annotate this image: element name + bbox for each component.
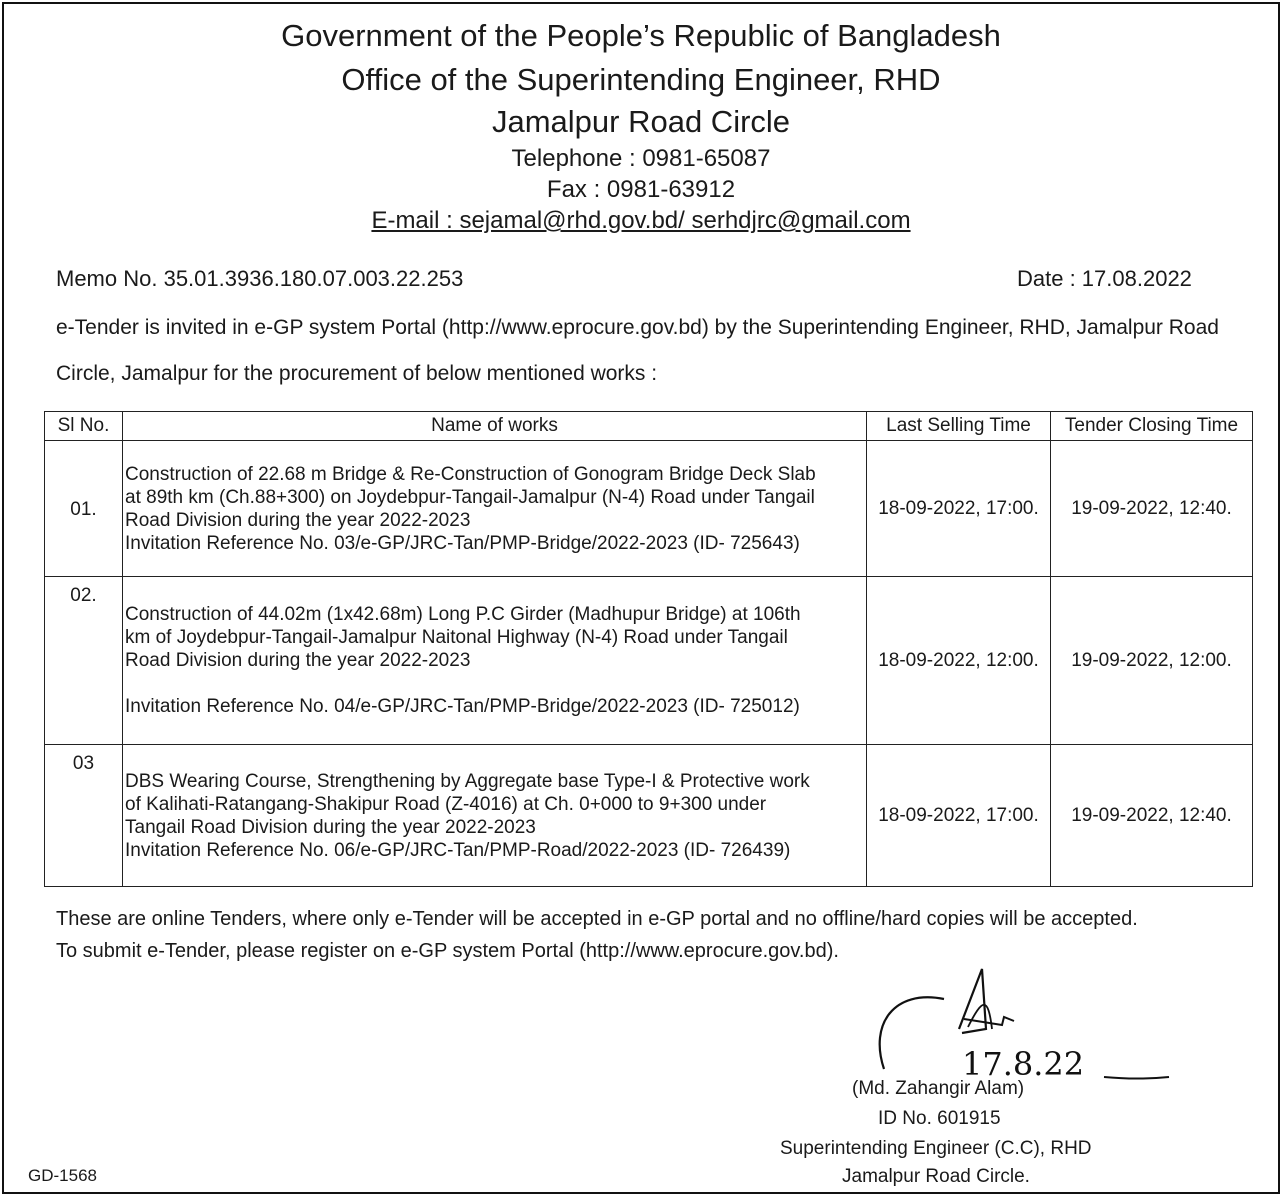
last-selling-cell: 18-09-2022, 12:00. bbox=[867, 577, 1051, 745]
sl-cell: 02. bbox=[45, 577, 123, 745]
header-circle: Jamalpur Road Circle bbox=[491, 104, 791, 139]
work-name-cell bbox=[123, 441, 867, 577]
col-header-last-selling: Last Selling Time bbox=[867, 412, 1051, 441]
work-name-line: Construction of 22.68 m Bridge & Re-Construction of Gonogram Bridge Deck Slab bbox=[125, 463, 816, 485]
signatory-id: ID No. 601915 bbox=[878, 1108, 1001, 1129]
line-spacer bbox=[125, 672, 864, 695]
document-code: GD-1568 bbox=[28, 1166, 97, 1185]
signatory-designation: Superintending Engineer (C.C), RHD bbox=[780, 1138, 1092, 1159]
table-header-row bbox=[45, 412, 1253, 441]
table-row bbox=[45, 577, 1253, 745]
work-name-line: Road Division during the year 2022-2023 bbox=[125, 509, 471, 531]
header-email: E-mail : sejamal@rhd.gov.bd/ serhdjrc@gmail.com bbox=[371, 207, 911, 234]
invitation-reference: Invitation Reference No. 06/e-GP/JRC-Tan/PMP-Road/2022-2023 (ID- 726439) bbox=[125, 839, 791, 861]
memo-date: Date : 17.08.2022 bbox=[1017, 266, 1192, 291]
signatory-office: Jamalpur Road Circle. bbox=[842, 1166, 1030, 1187]
work-name-line: km of Joydebpur-Tangail-Jamalpur Naitonal Highway (N-4) Road under Tangail bbox=[125, 627, 788, 648]
last-selling-cell: 18-09-2022, 17:00. bbox=[867, 745, 1051, 887]
header-fax: Fax : 0981-63912 bbox=[546, 176, 736, 203]
works-table bbox=[44, 411, 1253, 887]
col-header-closing: Tender Closing Time bbox=[1051, 412, 1253, 441]
invitation-reference: Invitation Reference No. 04/e-GP/JRC-Tan/PMP-Bridge/2022-2023 (ID- 725012) bbox=[125, 696, 800, 717]
closing-cell: 19-09-2022, 12:00. bbox=[1051, 577, 1253, 745]
work-name-cell bbox=[123, 577, 867, 745]
work-name-line: at 89th km (Ch.88+300) on Joydebpur-Tangail-Jamalpur (N-4) Road under Tangail bbox=[125, 486, 815, 508]
col-header-sl: Sl No. bbox=[45, 412, 123, 441]
footer-note-1: These are online Tenders, where only e-Tender will be accepted in e-GP portal and no offline/hard copies will be accepted. bbox=[56, 908, 1138, 930]
handwritten-date: 17.8.22 bbox=[962, 1045, 1085, 1083]
footer-note-2: To submit e-Tender, please register on e-GP system Portal (http://www.eprocure.gov.bd). bbox=[56, 940, 839, 962]
sl-cell: 01. bbox=[45, 441, 123, 577]
table-row bbox=[45, 745, 1253, 887]
work-name-line: DBS Wearing Course, Strengthening by Aggregate base Type-I & Protective work bbox=[125, 770, 810, 792]
memo-number: Memo No. 35.01.3936.180.07.003.22.253 bbox=[56, 266, 464, 291]
work-name-line: of Kalihati-Ratangang-Shakipur Road (Z-4016) at Ch. 0+000 to 9+300 under bbox=[125, 793, 767, 815]
last-selling-cell: 18-09-2022, 17:00. bbox=[867, 441, 1051, 577]
header-government: Government of the People’s Republic of Bangladesh bbox=[281, 18, 1001, 53]
work-name-line: Road Division during the year 2022-2023 bbox=[125, 650, 471, 671]
header-office: Office of the Superintending Engineer, RHD bbox=[341, 62, 941, 97]
closing-cell: 19-09-2022, 12:40. bbox=[1051, 745, 1253, 887]
signatory-name: (Md. Zahangir Alam) bbox=[852, 1078, 1025, 1099]
work-name-line: Construction of 44.02m (1x42.68m) Long P.C Girder (Madhupur Bridge) at 106th bbox=[125, 604, 801, 625]
sl-cell: 03 bbox=[45, 745, 123, 887]
work-name-line: Tangail Road Division during the year 2022-2023 bbox=[125, 816, 536, 838]
intro-line-1: e-Tender is invited in e-GP system Portal (http://www.eprocure.gov.bd) by the Superintending Engineer, RHD, Jamalpur Road bbox=[56, 316, 1219, 339]
table-row bbox=[45, 441, 1253, 577]
header-telephone: Telephone : 0981-65087 bbox=[511, 145, 771, 172]
closing-cell: 19-09-2022, 12:40. bbox=[1051, 441, 1253, 577]
intro-line-2: Circle, Jamalpur for the procurement of below mentioned works : bbox=[56, 362, 658, 385]
col-header-name: Name of works bbox=[123, 412, 867, 441]
tender-notice-page bbox=[2, 2, 1280, 1194]
work-name-cell bbox=[123, 745, 867, 887]
invitation-reference: Invitation Reference No. 03/e-GP/JRC-Tan/PMP-Bridge/2022-2023 (ID- 725643) bbox=[125, 532, 800, 554]
